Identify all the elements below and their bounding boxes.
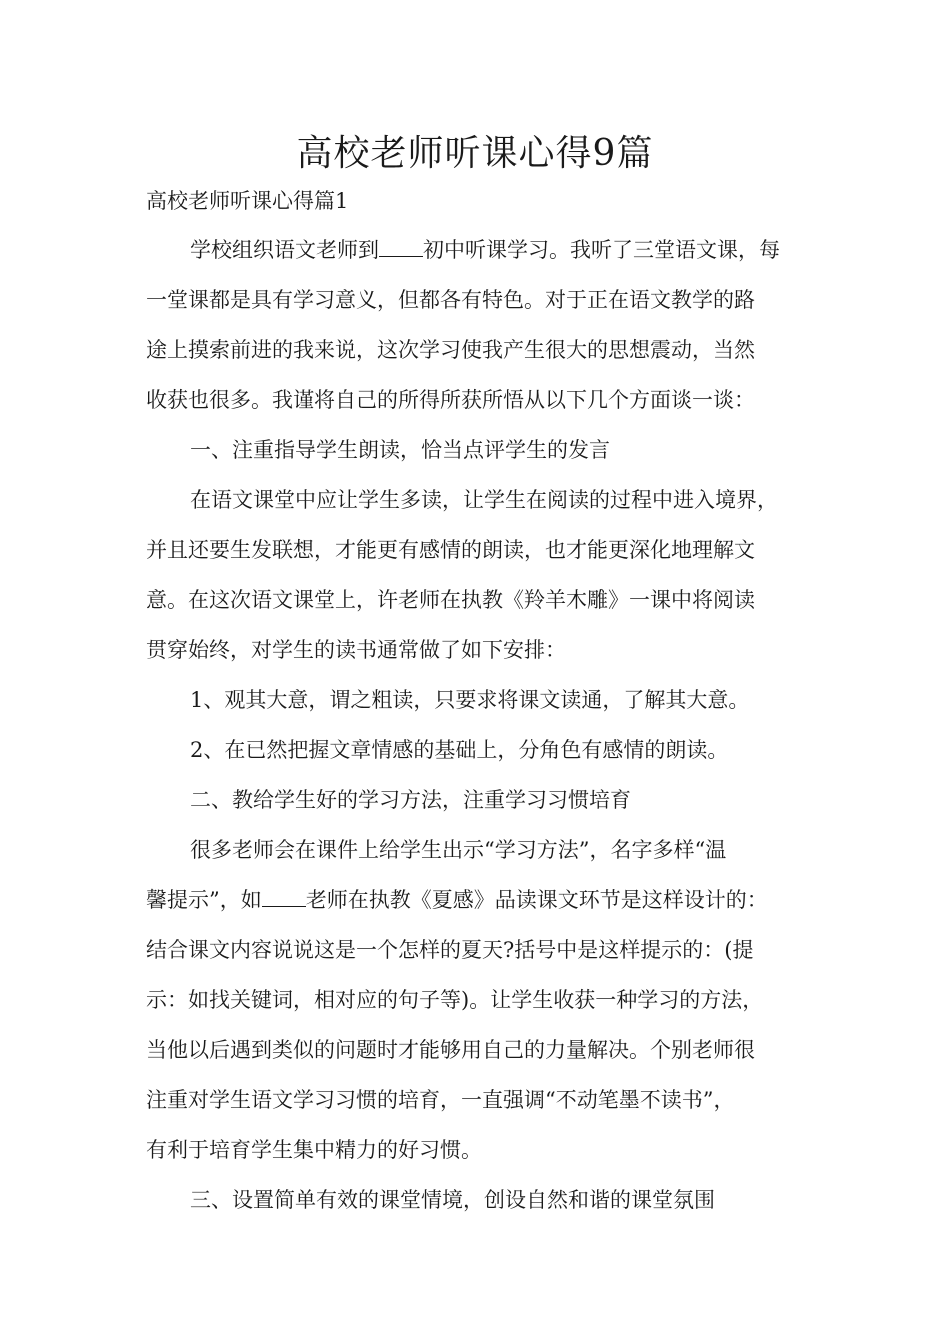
paragraph-line: 途上摸索前进的我来说，这次学习使我产生很大的思想震动，当然 bbox=[146, 338, 755, 362]
section-heading: 高校老师听课心得篇1 bbox=[146, 189, 349, 213]
paragraph-line bbox=[146, 884, 768, 916]
text-fragment: 初中听课学习。我听了三堂语文课，每 bbox=[423, 238, 780, 262]
paragraph-line: 并且还要生发联想，才能更有感情的朗读，也才能更深化地理解文 bbox=[146, 538, 755, 562]
fill-in-blank bbox=[379, 234, 423, 257]
paragraph-line: 贯穿始终，对学生的读书通常做了如下安排： bbox=[146, 638, 566, 662]
point-heading: 二、教给学生好的学习方法，注重学习习惯培育 bbox=[190, 788, 631, 812]
paragraph-line bbox=[190, 234, 780, 266]
list-item: 1、观其大意，谓之粗读，只要求将课文读通，了解其大意。 bbox=[190, 688, 750, 712]
text-fragment: 学校组织语文老师到 bbox=[190, 238, 379, 262]
paragraph-line: 当他以后遇到类似的问题时才能够用自己的力量解决。个别老师很 bbox=[146, 1038, 755, 1062]
text-fragment: 馨提示”，如 bbox=[146, 888, 262, 912]
paragraph-line: 意。在这次语文课堂上，许老师在执教《羚羊木雕》一课中将阅读 bbox=[146, 588, 755, 612]
list-item: 2、在已然把握文章情感的基础上，分角色有感情的朗读。 bbox=[190, 738, 729, 762]
paragraph-line: 结合课文内容说说这是一个怎样的夏天?括号中是这样提示的：(提 bbox=[146, 938, 754, 962]
document-title: 高校老师听课心得9篇 bbox=[296, 133, 654, 174]
paragraph-line: 注重对学生语文学习习惯的培育，一直强调“不动笔墨不读书”， bbox=[146, 1088, 735, 1112]
paragraph-line: 收获也很多。我谨将自己的所得所获所悟从以下几个方面谈一谈： bbox=[146, 388, 755, 412]
paragraph-line: 一堂课都是具有学习意义，但都各有特色。对于正在语文教学的路 bbox=[146, 288, 755, 312]
point-heading: 一、注重指导学生朗读，恰当点评学生的发言 bbox=[190, 438, 610, 462]
paragraph-line: 在语文课堂中应让学生多读，让学生在阅读的过程中进入境界， bbox=[190, 488, 778, 512]
point-heading: 三、设置简单有效的课堂情境，创设自然和谐的课堂氛围 bbox=[190, 1188, 715, 1212]
paragraph-line: 很多老师会在课件上给学生出示“学习方法”，名字多样“温 bbox=[190, 838, 727, 862]
fill-in-blank bbox=[262, 884, 306, 907]
paragraph-line: 示：如找关键词，相对应的句子等)。让学生收获一种学习的方法， bbox=[146, 988, 764, 1012]
paragraph-line: 有利于培育学生集中精力的好习惯。 bbox=[146, 1138, 482, 1162]
text-fragment: 老师在执教《夏感》品读课文环节是这样设计的： bbox=[305, 888, 768, 912]
